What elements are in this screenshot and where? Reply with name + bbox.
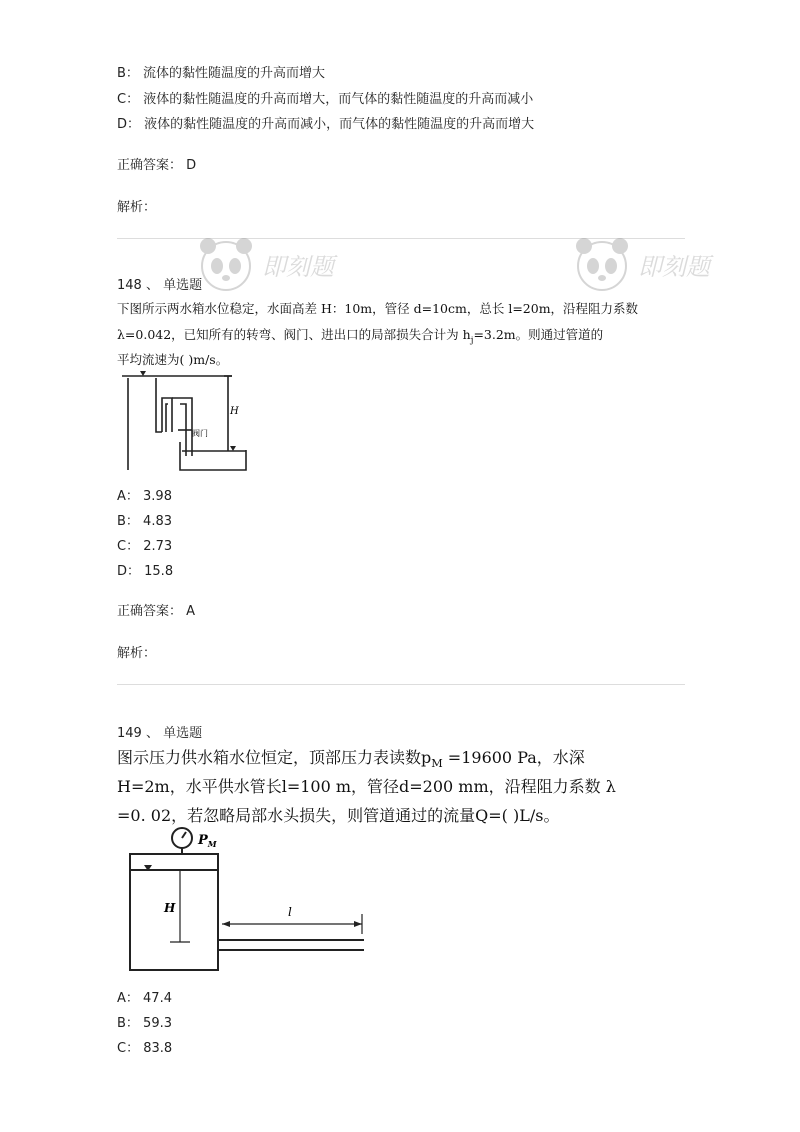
option-c[interactable]: C： 83.8 xyxy=(117,1041,173,1056)
option-d[interactable]: D： 液体的黏性随温度的升高而减小，而气体的黏性随温度的升高而增大 xyxy=(117,117,535,132)
label-h: H xyxy=(230,406,239,417)
correct-answer: 正确答案： D xyxy=(117,158,197,173)
watermark xyxy=(196,236,334,292)
arrow-left-icon xyxy=(222,921,230,927)
option-d[interactable]: D： 15.8 xyxy=(117,564,174,579)
question-stem-line: 平均流速为( )m/s。 xyxy=(117,352,229,367)
option-c[interactable]: C： 2.73 xyxy=(117,539,173,554)
option-b[interactable]: B： 流体的黏性随温度的升高而增大 xyxy=(117,66,326,81)
analysis-label: 解析： xyxy=(117,200,157,215)
option-a[interactable]: A： 3.98 xyxy=(117,489,172,504)
option-b[interactable]: B： 4.83 xyxy=(117,514,172,529)
option-a[interactable]: A： 47.4 xyxy=(117,991,172,1006)
option-c[interactable]: C： 液体的黏性随温度的升高而增大，而气体的黏性随温度的升高而减小 xyxy=(117,92,534,107)
question-stem-line: H=2m，水平供水管长l=100 m，管径d=200 mm，沿程阻力系数 λ xyxy=(117,777,616,796)
question-stem-line: 图示压力供水箱水位恒定，顶部压力表读数$p_M =19600$ Pa，水深 xyxy=(117,748,585,771)
analysis-label: 解析： xyxy=(117,646,157,661)
option-b[interactable]: B： 59.3 xyxy=(117,1016,172,1031)
arrow-right-icon xyxy=(354,921,362,927)
label-h: H xyxy=(164,901,176,915)
panda-logo-icon xyxy=(196,236,256,292)
watermark-text: 即刻题 xyxy=(638,252,710,281)
question-stem-line: 下图所示两水箱水位稳定，水面高差 H：10m，管径 d=10cm，总长 l=20m，沿程阻力系数 xyxy=(117,301,639,316)
question-header-149: 149 、 单选题 xyxy=(117,726,203,741)
watermark xyxy=(572,236,710,292)
label-pm: $P_M$ xyxy=(198,833,217,849)
label-l: l xyxy=(288,905,292,919)
figure-two-tanks xyxy=(120,370,250,476)
figure-pressure-tank xyxy=(120,826,370,976)
divider xyxy=(117,684,685,685)
correct-answer: 正确答案： A xyxy=(117,604,196,619)
panda-logo-icon xyxy=(572,236,632,292)
question-header-148: 148 、 单选题 xyxy=(117,278,203,293)
watermark-text: 即刻题 xyxy=(262,252,334,281)
question-stem-line: =0. 02，若忽略局部水头损失，则管道通过的流量Q=( )L/s。 xyxy=(117,806,560,825)
label-valve: 阀门 xyxy=(192,429,208,438)
question-stem-line: λ=0.042，已知所有的转弯、阀门、进出口的局部损失合计为 $h_j=3.2m$。则通过管道的 xyxy=(117,327,604,346)
